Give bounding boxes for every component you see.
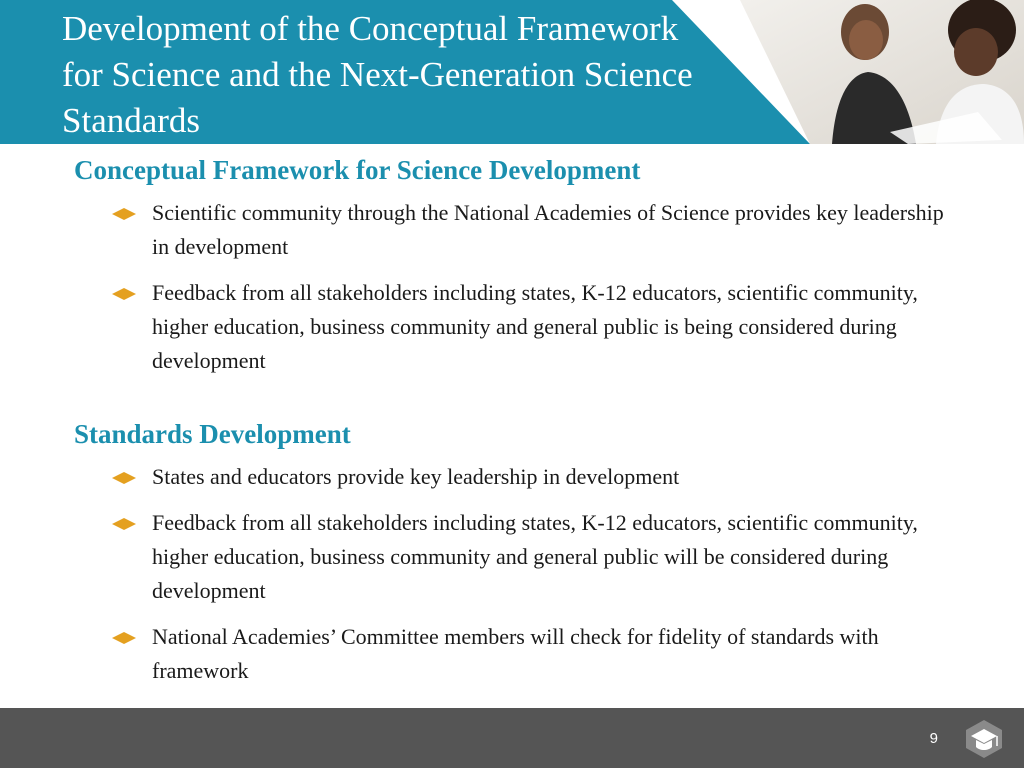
- section-heading-standards: Standards Development: [74, 419, 351, 449]
- bullet-item: [74, 620, 974, 688]
- footer-bar: [0, 708, 1024, 768]
- header-band: [0, 0, 1024, 144]
- bullet-item: [74, 460, 974, 494]
- bullet-item: [74, 276, 974, 378]
- diamond-bullet-icon: [112, 208, 136, 220]
- diamond-bullet-icon: [112, 632, 136, 644]
- bullet-text: Feedback from all stakeholders including states, K-12 educators, scientific community, higher education, business community and general public will be considered during development: [152, 510, 918, 603]
- bullet-text: Scientific community through the National Academies of Science provides key leadership in development: [152, 200, 944, 259]
- bullet-item: [74, 506, 974, 608]
- header-photo: [740, 0, 1024, 144]
- bullet-item: [74, 196, 974, 264]
- framework-bullet-list: [74, 196, 974, 378]
- slide-title: Development of the Conceptual Framework for Science and the Next-Generation Science Standards: [62, 9, 693, 140]
- standards-bullet-list: [74, 460, 974, 688]
- page-number: 9: [929, 730, 938, 747]
- diamond-bullet-icon: [112, 288, 136, 300]
- section-heading-framework: Conceptual Framework for Science Development: [74, 155, 641, 185]
- bullet-text: National Academies’ Committee members will check for fidelity of standards with framework: [152, 624, 879, 683]
- bullet-text: Feedback from all stakeholders including states, K-12 educators, scientific community, higher education, business community and general public is being considered during development: [152, 280, 918, 373]
- diamond-bullet-icon: [112, 472, 136, 484]
- diamond-bullet-icon: [112, 518, 136, 530]
- slide-content: [74, 152, 974, 700]
- bullet-text: States and educators provide key leadership in development: [152, 464, 680, 489]
- graduation-cap-logo-icon: [962, 716, 1006, 760]
